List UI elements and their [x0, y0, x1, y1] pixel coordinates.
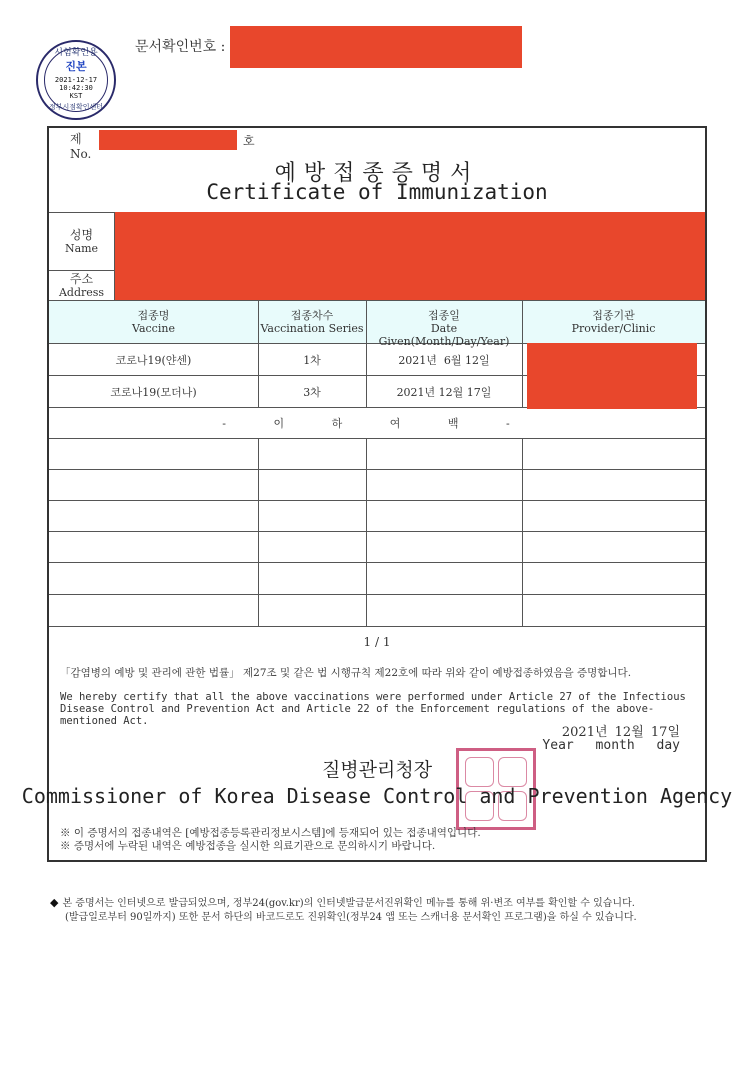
divider: [49, 500, 705, 501]
divider: [366, 438, 367, 626]
stamp-datetime: 2021-12-17 10:42:30 KST: [54, 76, 98, 100]
redacted-provider: [527, 343, 697, 409]
column-header-en: Provider/Clinic: [571, 322, 656, 335]
notes: [60, 827, 481, 853]
divider: [49, 626, 705, 627]
divider: [49, 438, 705, 439]
stamp-top-text: 시험확인용: [54, 48, 98, 58]
divider: [49, 562, 705, 563]
divider: [522, 300, 523, 407]
page-indicator: 1 / 1: [363, 635, 391, 649]
divider: [49, 594, 705, 595]
divider: [258, 438, 259, 626]
name-label: [49, 229, 114, 255]
no-label-ko: 제: [70, 132, 82, 146]
title-english: Certificate of Immunization: [206, 180, 548, 204]
ho-label: 호: [243, 134, 255, 148]
footer-notice: [50, 896, 637, 925]
column-header-ko: 접종차수: [290, 309, 334, 322]
column-header-date: [366, 309, 522, 348]
address-label-en: Address: [58, 286, 105, 299]
redacted-name-address: [115, 212, 705, 300]
column-header-vaccine: [49, 309, 258, 335]
document-number-label: 문서확인번호 :: [135, 39, 226, 55]
redacted-document-number: [230, 26, 522, 68]
agency-name-korean: 질병관리청장: [321, 759, 433, 781]
divider: [49, 531, 705, 532]
blank-below-marker: - 이 하 여 백 -: [222, 417, 532, 430]
divider: [522, 438, 523, 626]
redacted-certificate-number: [99, 130, 237, 150]
cell-date: 2021년 6월 12일: [398, 354, 490, 367]
note-line: ※ 증명서에 누락된 내역은 예방접종을 실시한 의료기관으로 문의하시기 바랍니다.: [60, 840, 436, 852]
cell-series: 3차: [303, 386, 321, 399]
stamp-bottom-text: 정부시점확인센터: [48, 103, 104, 111]
address-label-ko: 주소: [69, 272, 94, 286]
column-header-provider: [522, 309, 705, 335]
title-korean: 예방접종증명서: [274, 161, 480, 186]
divider: [49, 270, 115, 271]
column-header-en: Date Given(Month/Day/Year): [378, 322, 510, 348]
footer-text: 본 증명서는 인터넷으로 발급되었으며, 정부24(gov.kr)의 인터넷발급문서진위확인 메뉴를 통해 위·변조 여부를 확인할 수 있습니다.: [62, 898, 635, 909]
divider: [49, 300, 705, 301]
issue-date-korean: 2021년 12월 17일: [561, 725, 680, 740]
column-header-ko: 접종명: [137, 309, 170, 322]
issue-date-english: Year month day: [542, 738, 680, 753]
divider: [49, 469, 705, 470]
verification-stamp: [36, 40, 116, 120]
note-line: ※ 이 증명서의 접종내역은 [예방접종등록관리정보시스템]에 등재되어 있는 접종내역입니다.: [60, 827, 481, 839]
column-header-ko: 접종기관: [592, 309, 635, 322]
cell-date: 2021년 12월 17일: [396, 386, 492, 399]
name-label-ko: 성명: [69, 228, 94, 242]
no-label-en: No.: [70, 147, 92, 161]
column-header-en: Vaccine: [132, 322, 175, 335]
name-label-en: Name: [64, 242, 99, 255]
cell-series: 1차: [303, 354, 321, 367]
stamp-middle-text: 진본: [65, 60, 87, 73]
cell-vaccine: 코로나19(얀센): [115, 354, 192, 367]
footer-line: [50, 896, 637, 911]
address-label: [49, 273, 114, 299]
column-header-series: [258, 309, 366, 335]
diamond-bullet-icon: ◆: [50, 896, 59, 909]
cell-vaccine: 코로나19(모더나): [110, 386, 197, 399]
statement-korean: 「감염병의 예방 및 관리에 관한 법률」 제27조 및 같은 법 시행규칙 제22호에 따라 위와 같이 예방접종하였음을 증명합니다.: [60, 667, 632, 679]
column-header-en: Vaccination Series: [260, 322, 364, 335]
footer-line: (발급일로부터 90일까지) 또한 문서 하단의 바코드로도 진위확인(정부24 앱 또는 스캐너용 문서확인 프로그램)을 하실 수 있습니다.: [65, 912, 637, 923]
statement-english: We hereby certify that all the above vaccinations were performed under Article 27 of the Infectious Disease Control and Prevention Act and Article 22 of the Enforcement regulations of the above-mentioned Act.: [60, 691, 686, 727]
column-header-ko: 접종일: [428, 309, 460, 322]
agency-name-english: Commissioner of Korea Disease Control and Prevention Agency: [21, 784, 733, 808]
